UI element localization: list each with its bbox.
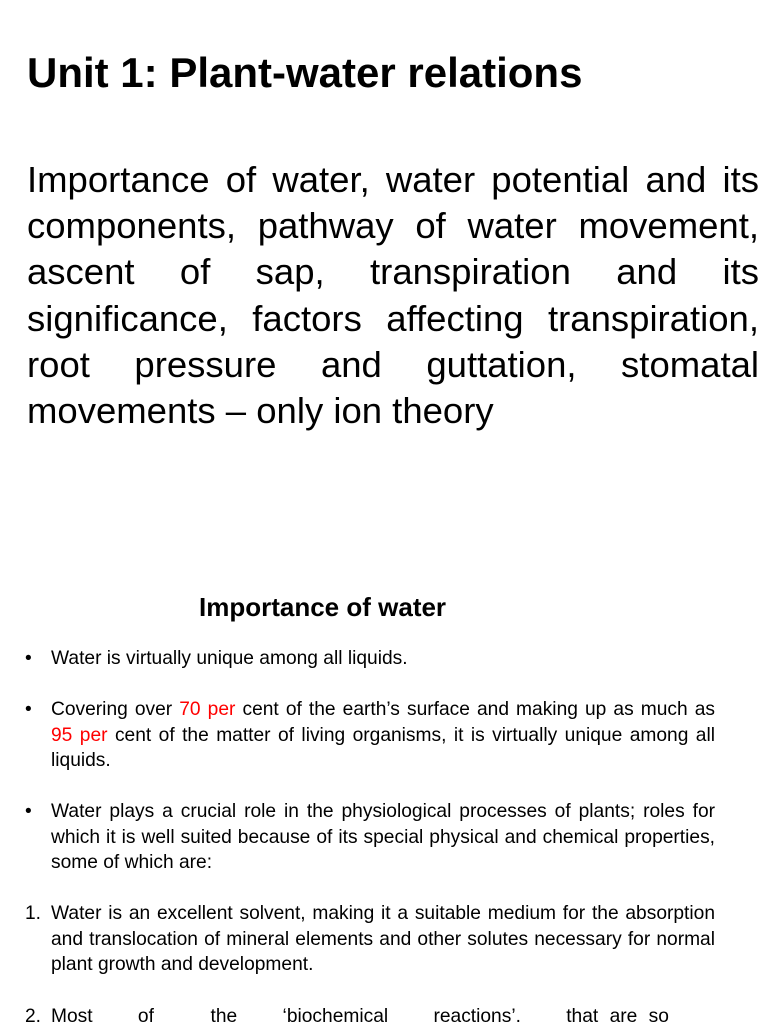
syllabus-text: Importance of water, water potential and its components, pathway of water movement, ascent of sap, transpiration and its significance, factors affecting transpiration, root pressure and guttation, stomatal movements – only ion theory (27, 159, 759, 432)
bullet-item-2 (51, 697, 715, 774)
highlight-percent-70: 70 per (179, 699, 236, 720)
section-heading: Importance of water (199, 592, 447, 622)
bullet-marker: • (25, 648, 32, 669)
bullet-marker: • (25, 801, 32, 822)
highlight-percent-95: 95 per (51, 724, 108, 746)
bullet-item-1: Water is virtually unique among all liquids. (51, 648, 408, 669)
bullet-2-text-middle: cent of the earth’s surface and making up as much as (235, 699, 716, 720)
bullet-item-3: Water plays a crucial role in the physiological processes of plants; roles for which it is well suited because of its special physical and chemical properties, some of which are: (51, 801, 715, 874)
list-number-2: 2. (25, 1006, 42, 1027)
list-number-1: 1. (25, 903, 42, 924)
bullet-marker: • (25, 699, 32, 720)
bullet-2-text-end: cent of the matter of living organisms, it is virtually unique among all liquids. (51, 724, 715, 772)
page-title: Unit 1: Plant-water relations (27, 49, 583, 96)
numbered-item-1: Water is an excellent solvent, making it a suitable medium for the absorption and translocation of mineral elements and other solutes necessary for normal plant growth and development. (51, 903, 715, 976)
numbered-item-2: Most of the ‘biochemical reactions’. that are so (51, 1006, 669, 1027)
bullet-2-text-start: Covering over (51, 699, 180, 720)
